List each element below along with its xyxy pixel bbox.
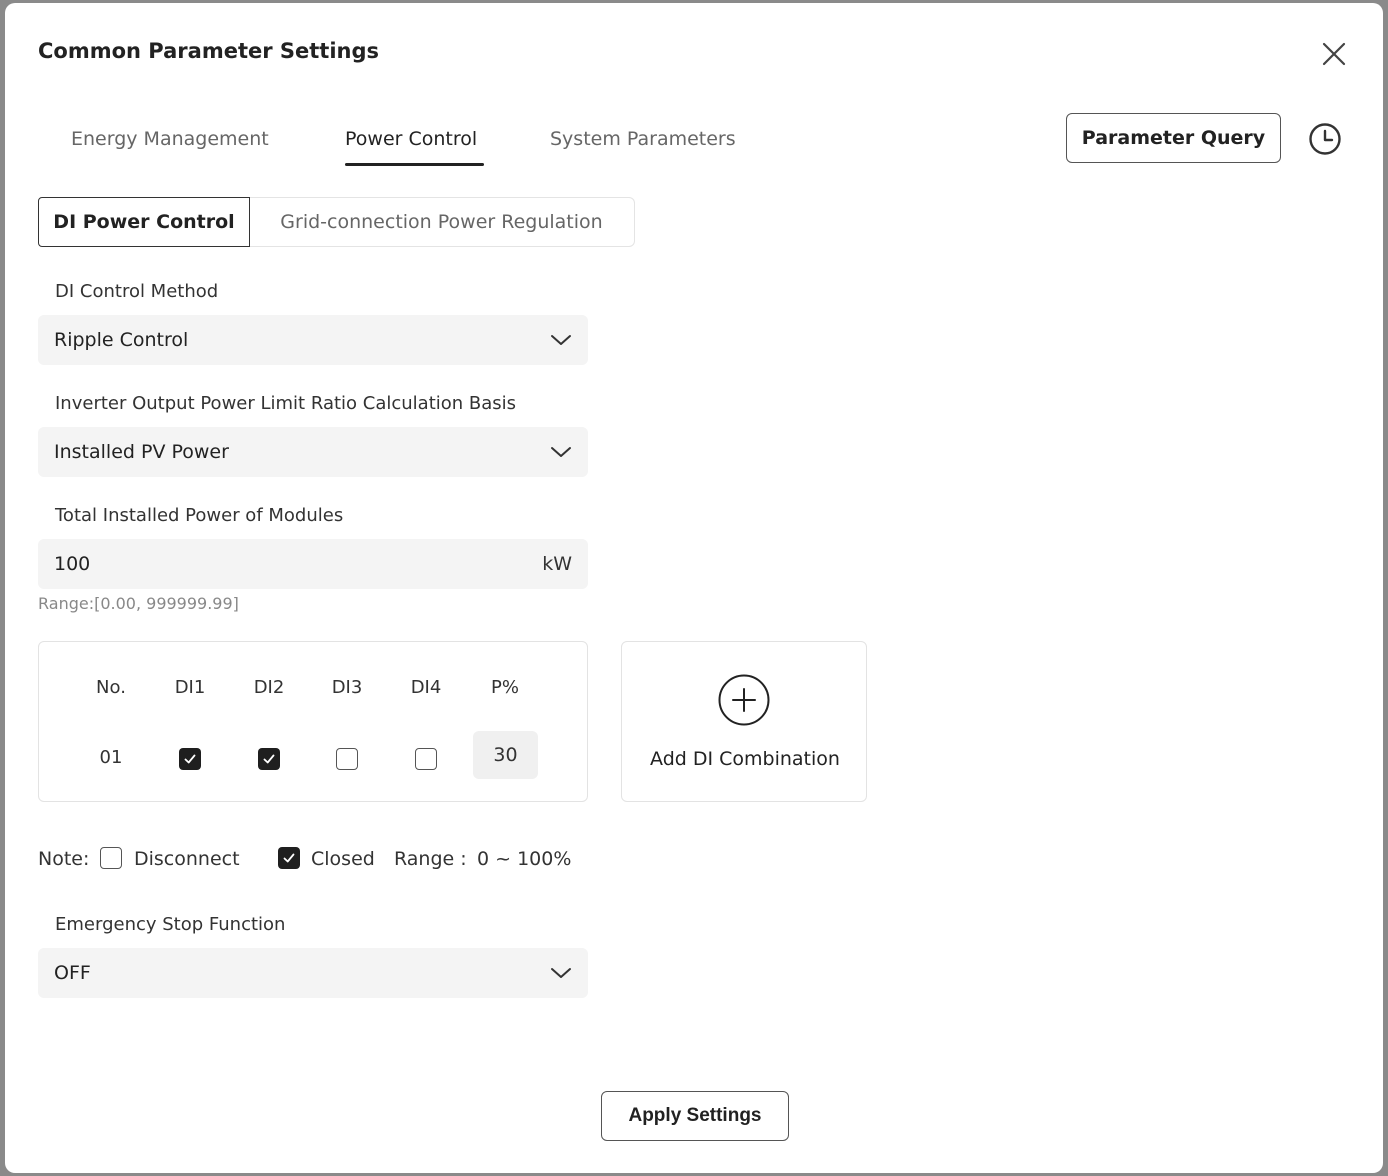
- di3-checkbox[interactable]: [336, 748, 358, 770]
- legend-closed-checkbox: [278, 847, 300, 869]
- subtab-di-power-control[interactable]: DI Power Control: [38, 197, 250, 247]
- checkmark-icon: [183, 752, 197, 766]
- emergency-stop-select[interactable]: [38, 948, 588, 998]
- installed-power-unit: kW: [542, 553, 572, 575]
- subtab-grid-connection-power-regulation[interactable]: Grid-connection Power Regulation: [249, 197, 635, 247]
- history-button[interactable]: [1308, 122, 1342, 156]
- close-icon: [1321, 41, 1347, 67]
- chevron-down-icon: [550, 966, 572, 980]
- p-percent-input[interactable]: 30: [473, 731, 538, 779]
- installed-power-input[interactable]: [38, 539, 588, 589]
- calc-basis-label: Inverter Output Power Limit Ratio Calculation Basis: [55, 393, 517, 414]
- di-combination-table: [38, 641, 588, 802]
- col-header-di1: DI1: [174, 677, 206, 698]
- col-header-di2: DI2: [253, 677, 285, 698]
- row-number: 01: [99, 747, 123, 768]
- legend-disconnect-checkbox: [100, 847, 122, 869]
- di2-checkbox[interactable]: [258, 748, 280, 770]
- legend-disconnect-label: Disconnect: [134, 848, 240, 870]
- apply-settings-button[interactable]: Apply Settings: [601, 1091, 789, 1141]
- col-header-di3: DI3: [331, 677, 363, 698]
- chevron-down-icon: [550, 333, 572, 347]
- tab-energy-management[interactable]: Energy Management: [71, 128, 269, 150]
- checkmark-icon: [282, 851, 296, 865]
- installed-power-label: Total Installed Power of Modules: [55, 505, 344, 526]
- parameter-query-button[interactable]: Parameter Query: [1066, 113, 1281, 163]
- installed-power-value: 100: [54, 553, 91, 575]
- di1-checkbox[interactable]: [179, 748, 201, 770]
- parameter-settings-dialog: [5, 3, 1383, 1173]
- emergency-stop-label: Emergency Stop Function: [55, 914, 286, 935]
- col-header-p-percent: P%: [491, 677, 519, 698]
- active-tab-indicator: [345, 163, 484, 166]
- tab-power-control[interactable]: Power Control: [345, 128, 478, 150]
- calc-basis-value: Installed PV Power: [54, 441, 229, 463]
- plus-circle-icon: [718, 674, 770, 726]
- control-method-select[interactable]: [38, 315, 588, 365]
- calc-basis-select[interactable]: [38, 427, 588, 477]
- control-method-label: DI Control Method: [55, 281, 219, 302]
- control-method-value: Ripple Control: [54, 329, 189, 351]
- tab-system-parameters[interactable]: System Parameters: [550, 128, 736, 150]
- installed-power-range-hint: Range:[0.00, 999999.99]: [38, 594, 239, 613]
- col-header-no: No.: [96, 677, 126, 698]
- legend-closed-label: Closed: [311, 848, 375, 870]
- checkmark-icon: [262, 752, 276, 766]
- close-button[interactable]: [1317, 37, 1351, 71]
- chevron-down-icon: [550, 445, 572, 459]
- emergency-stop-value: OFF: [54, 962, 91, 984]
- col-header-di4: DI4: [410, 677, 442, 698]
- add-di-combination-button[interactable]: [621, 641, 867, 802]
- range-label: Range :: [394, 848, 467, 870]
- add-di-combination-label: Add DI Combination: [650, 748, 840, 770]
- range-value: 0 ~ 100%: [477, 848, 572, 870]
- di4-checkbox[interactable]: [415, 748, 437, 770]
- clock-icon: [1308, 122, 1342, 156]
- note-prefix: Note:: [38, 848, 90, 870]
- dialog-title: Common Parameter Settings: [38, 39, 380, 63]
